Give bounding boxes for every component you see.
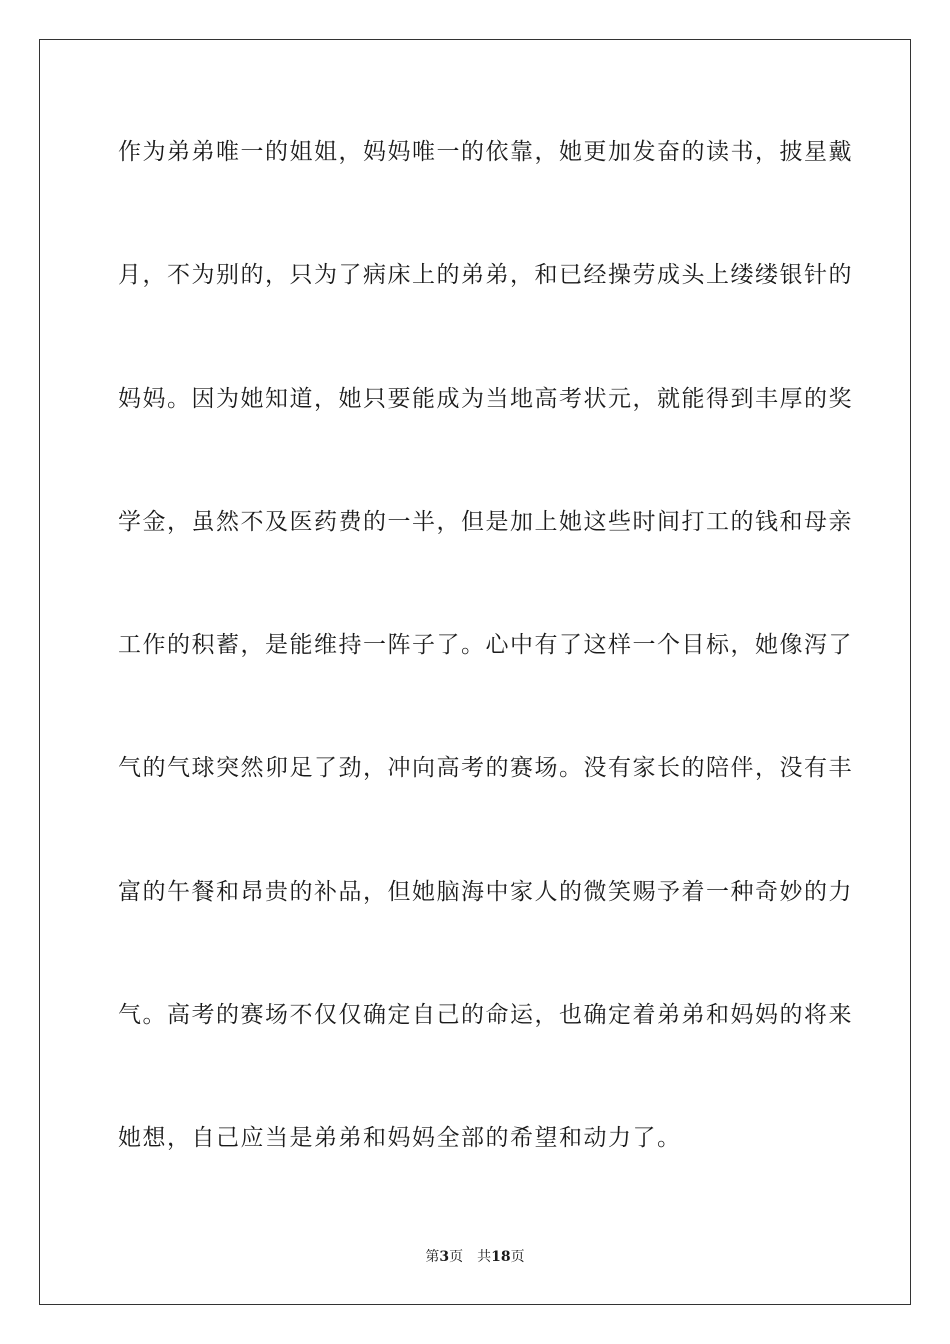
- body-line: 气的气球突然卯足了劲，冲向高考的赛场。没有家长的陪伴，没有丰: [118, 755, 853, 782]
- page-number: 3: [439, 1249, 450, 1265]
- page-prefix: 第: [425, 1249, 440, 1265]
- total-prefix: 共: [477, 1249, 492, 1265]
- body-line: 月，不为别的，只为了病床上的弟弟，和已经操劳成头上缕缕银针的: [118, 262, 853, 289]
- page-footer: [0, 1246, 950, 1266]
- body-line: 作为弟弟唯一的姐姐，妈妈唯一的依靠，她更加发奋的读书，披星戴: [118, 139, 853, 165]
- total-suffix: 页: [510, 1249, 525, 1265]
- page-suffix: 页: [449, 1249, 464, 1265]
- document-body: [118, 130, 853, 1240]
- body-line: 学金，虽然不及医药费的一半，但是加上她这些时间打工的钱和母亲: [118, 508, 853, 535]
- body-line: 妈妈。因为她知道，她只要能成为当地高考状元，就能得到丰厚的奖: [118, 385, 853, 412]
- body-line: 气。高考的赛场不仅仅确定自己的命运，也确定着弟弟和妈妈的将来: [118, 1002, 853, 1029]
- body-line: 工作的积蓄，是能维持一阵子了。心中有了这样一个目标，她像泻了: [118, 632, 853, 659]
- body-line: 她想，自己应当是弟弟和妈妈全部的希望和动力了。: [118, 1125, 682, 1152]
- body-line: 富的午餐和昂贵的补品，但她脑海中家人的微笑赐予着一种奇妙的力: [118, 878, 853, 905]
- total-pages: 18: [491, 1249, 511, 1265]
